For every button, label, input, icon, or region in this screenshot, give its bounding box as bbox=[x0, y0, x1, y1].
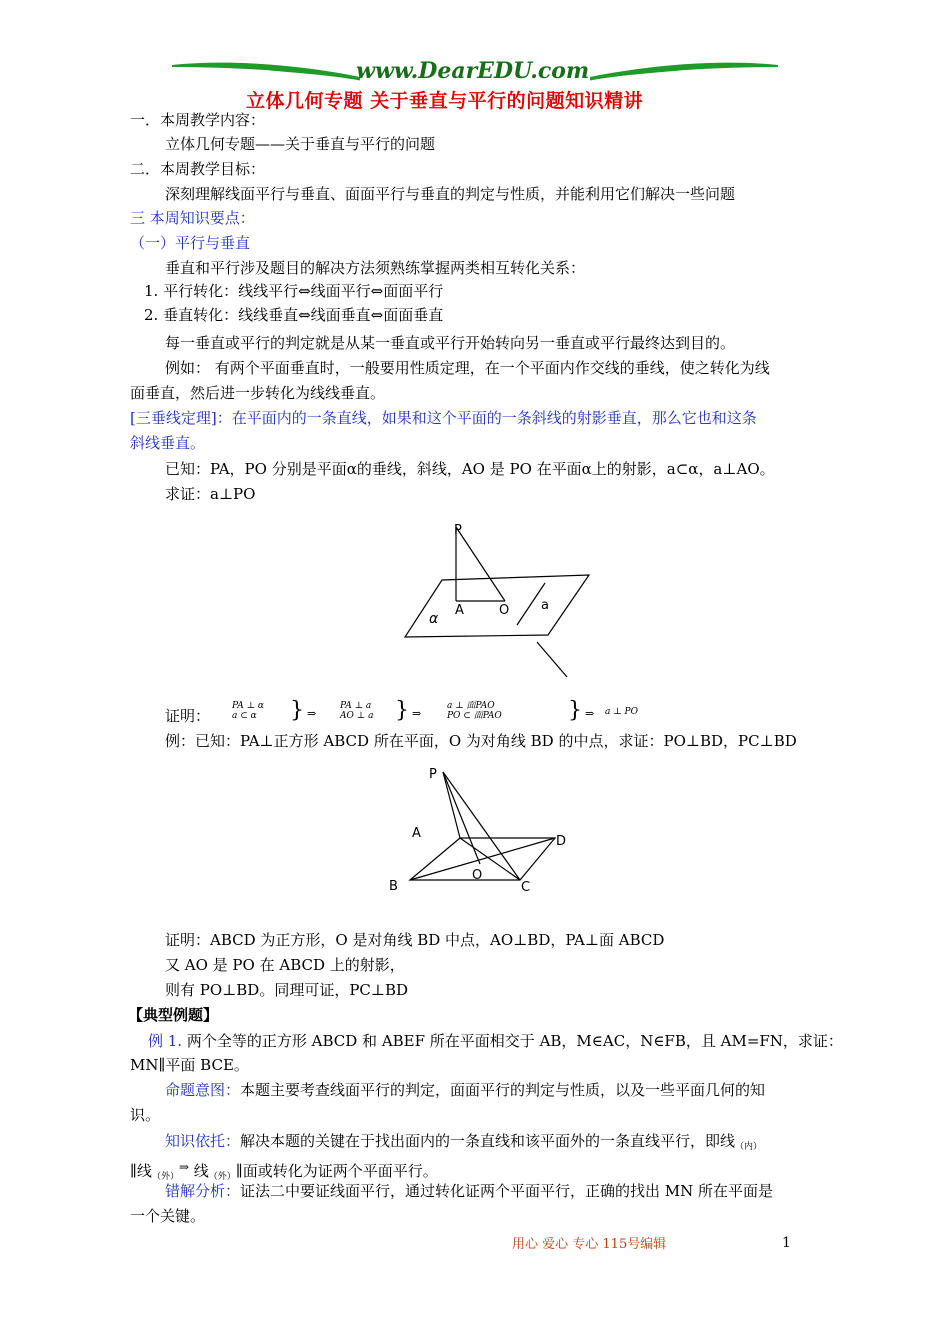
diagonal-bd bbox=[410, 838, 555, 880]
intent-line-2: 识。 bbox=[130, 1106, 161, 1124]
error-text-a: 证法二中要证线面平行，通过转化证两个平面平行，正确的找出 MN 所在平面是 bbox=[240, 1182, 774, 1200]
prove-statement: 求证：a⊥PO bbox=[165, 485, 256, 503]
arrow-2: ⇒ bbox=[412, 707, 422, 720]
list-item-parallel: 1. 平行转化：线线平行⇔线面平行⇔面面平行 bbox=[144, 282, 444, 300]
proof-group-3: a ⊥ 面PAO PO ⊂ 面PAO bbox=[447, 701, 502, 721]
line-a-extension bbox=[537, 642, 567, 677]
proof-group-1: PA ⊥ α a ⊂ α bbox=[232, 701, 264, 721]
label-alpha: α bbox=[429, 611, 439, 627]
given-statement: 已知：PA，PO 分别是平面α的垂线，斜线，AO 是 PO 在平面α上的射影，a⊂α，a⊥AO。 bbox=[165, 460, 775, 478]
basis-label: 知识依托： bbox=[165, 1132, 241, 1150]
diagonal-ac bbox=[460, 838, 520, 880]
page-title: 立体几何专题 关于垂直与平行的问题知识精讲 bbox=[246, 90, 644, 112]
example-1-line-1 bbox=[148, 1031, 843, 1051]
page-number: 1 bbox=[782, 1235, 791, 1251]
paragraph-2a: 例如： 有两个平面垂直时，一般要用性质定理，在一个平面内作交线的垂线，使之转化为线 bbox=[165, 359, 770, 377]
intent-text-a: 本题主要考查线面平行的判定，面面平行的判定与性质，以及一些平面几何的知 bbox=[240, 1081, 766, 1099]
proof-label: 证明： bbox=[165, 707, 211, 725]
intent-line-1 bbox=[165, 1080, 765, 1100]
error-line-1 bbox=[165, 1181, 773, 1201]
basis-sub-out2: （外） bbox=[208, 1172, 236, 1182]
label-o2: O bbox=[472, 868, 483, 883]
section-2-heading: 二．本周教学目标： bbox=[130, 160, 266, 178]
proof-result: a ⊥ PO bbox=[605, 707, 638, 717]
theorem-line-1: [三垂线定理]：在平面内的一条直线，如果和这个平面的一条斜线的射影垂直，那么它也和这条 bbox=[130, 409, 757, 427]
intent-label: 命题意图： bbox=[165, 1081, 241, 1099]
segment-pa2 bbox=[443, 772, 460, 838]
error-label: 错解分析： bbox=[165, 1182, 241, 1200]
basis-sub-out1: （外） bbox=[151, 1172, 179, 1182]
footer-slogan: 用心 爱心 专心 115号编辑 bbox=[512, 1237, 667, 1252]
label-a: A bbox=[455, 603, 464, 618]
figure-square-pyramid bbox=[385, 760, 585, 900]
label-a2: A bbox=[412, 826, 421, 841]
brace-2: } bbox=[395, 698, 409, 723]
list-item-perpendicular: 2. 垂直转化：线线垂直⇔线面垂直⇔面面垂直 bbox=[144, 306, 444, 324]
basis-text-b2: 线 bbox=[189, 1162, 209, 1180]
arrow-3: ⇒ bbox=[585, 707, 595, 720]
basis-text-b1: ∥线 bbox=[130, 1162, 152, 1180]
label-c2: C bbox=[521, 880, 531, 895]
paragraph-2b: 面垂直，然后进一步转化为线线垂直。 bbox=[130, 384, 386, 402]
basis-arrow: ⇒ bbox=[178, 1160, 190, 1174]
proof2-line-2: 又 AO 是 PO 在 ABCD 上的射影， bbox=[165, 956, 405, 974]
example-statement: 例：已知：PA⊥正方形 ABCD 所在平面，O 为对角线 BD 的中点，求证：PO⊥BD，PC⊥BD bbox=[165, 732, 797, 750]
subsection-heading: （一）平行与垂直 bbox=[130, 234, 251, 252]
section-2-body: 深刻理解线面平行与垂直、面面平行与垂直的判定与性质，并能利用它们解决一些问题 bbox=[165, 185, 736, 203]
example-1-text-a: 两个全等的正方形 ABCD 和 ABEF 所在平面相交于 AB，M∈AC，N∈FB，且 AM=FN，求证： bbox=[186, 1032, 843, 1050]
brace-1: } bbox=[290, 698, 304, 723]
arrow-1: ⇒ bbox=[307, 707, 317, 720]
segment-po bbox=[456, 527, 505, 601]
segment-pc bbox=[443, 772, 520, 880]
brace-3: } bbox=[568, 698, 582, 723]
plane-alpha-shape bbox=[405, 575, 589, 637]
error-line-2: 一个关键。 bbox=[130, 1207, 206, 1225]
section-1-body: 立体几何专题——关于垂直与平行的问题 bbox=[165, 135, 436, 153]
basis-line-1 bbox=[165, 1131, 762, 1157]
segment-po2 bbox=[443, 772, 480, 864]
label-p2: P bbox=[429, 767, 437, 782]
theorem-line-2: 斜线垂直。 bbox=[130, 434, 206, 452]
proof2-line-1: 证明：ABCD 为正方形，O 是对角线 BD 中点，AO⊥BD，PA⊥面 ABCD bbox=[165, 931, 665, 949]
example-1-line-2: MN∥平面 BCE。 bbox=[130, 1056, 249, 1074]
label-o: O bbox=[499, 603, 510, 618]
typical-examples-heading: 【典型例题】 bbox=[128, 1006, 219, 1024]
figure-three-perpendiculars bbox=[395, 515, 625, 685]
intro-text: 垂直和平行涉及题目的解决方法须熟练掌握两类相互转化关系： bbox=[165, 259, 586, 277]
basis-text-b3: ∥面或转化为证两个平面平行。 bbox=[235, 1162, 438, 1180]
section-1-heading: 一．本周教学内容： bbox=[130, 111, 266, 129]
basis-text-a: 解决本题的关键在于找出面内的一条直线和该平面外的一条直线平行，即线 bbox=[240, 1132, 736, 1150]
basis-sub-in: （内） bbox=[735, 1142, 763, 1152]
example-1-label: 例 1. bbox=[148, 1032, 183, 1050]
label-b2: B bbox=[389, 879, 398, 894]
site-logo-text[interactable]: www.DearEDU.com bbox=[356, 58, 590, 84]
label-d2: D bbox=[556, 834, 567, 849]
proof-group-2: PA ⊥ a AO ⊥ a bbox=[340, 701, 374, 721]
label-p: P bbox=[454, 523, 462, 538]
label-line-a: a bbox=[541, 598, 549, 613]
proof2-line-3: 则有 PO⊥BD。同理可证，PC⊥BD bbox=[165, 981, 409, 999]
section-3-heading: 三 本周知识要点： bbox=[130, 209, 255, 227]
paragraph-1: 每一垂直或平行的判定就是从某一垂直或平行开始转向另一垂直或平行最终达到目的。 bbox=[165, 334, 736, 352]
